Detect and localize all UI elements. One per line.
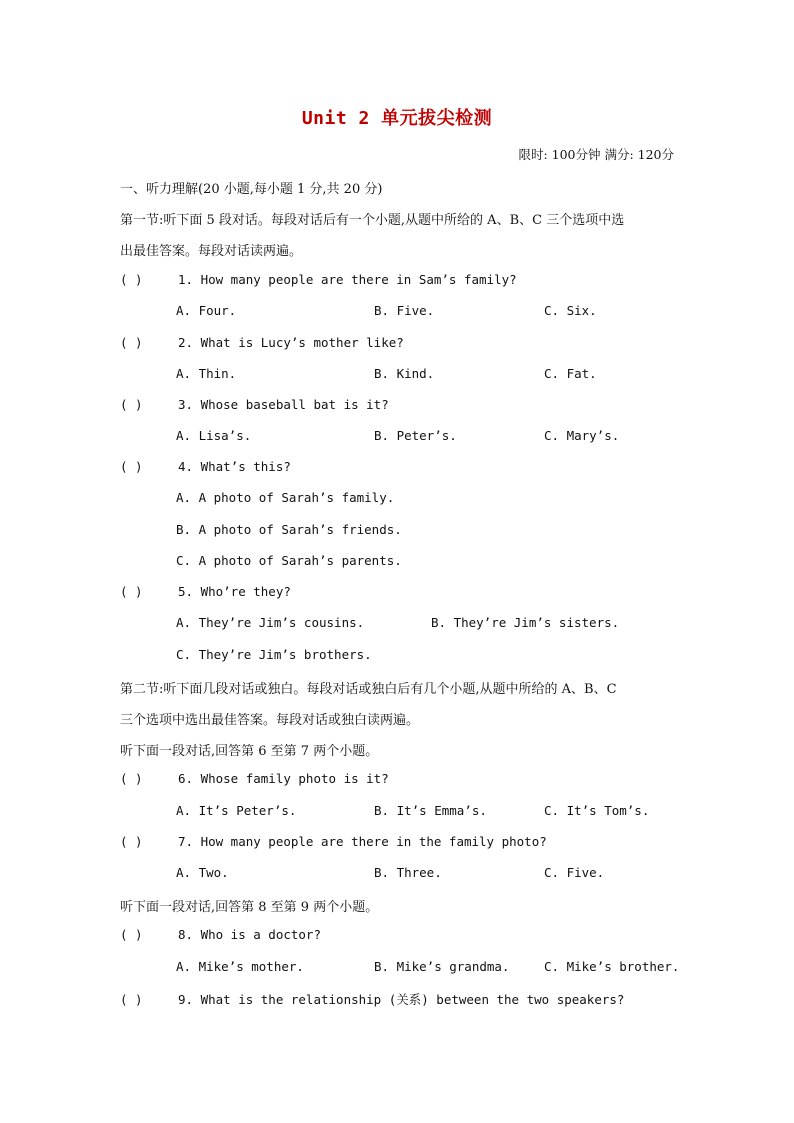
part1-instructions-line2: 出最佳答案。每段对话读两遍。: [120, 244, 303, 259]
answer-blank[interactable]: ( ): [120, 335, 143, 350]
question-text: 6. Whose family photo is it?: [178, 771, 389, 786]
question-7: [120, 834, 547, 849]
q4-option-c: C. A photo of Sarah’s parents.: [176, 553, 402, 568]
page-title: Unit 2 单元拔尖检测: [301, 108, 493, 129]
question-text: 7. How many people are there in the family photo?: [178, 834, 547, 849]
question-text: 1. How many people are there in Sam’s family?: [178, 272, 517, 287]
q2-option-c: C. Fat.: [544, 366, 597, 381]
answer-blank[interactable]: ( ): [120, 992, 143, 1007]
answer-blank[interactable]: ( ): [120, 584, 143, 599]
q1-option-c: C. Six.: [544, 303, 597, 318]
part2-instructions-line1: 第二节:听下面几段对话或独白。每段对话或独白后有几个小题,从题中所给的 A、B、C: [120, 682, 617, 697]
q7-option-a: A. Two.: [176, 865, 229, 880]
answer-blank[interactable]: ( ): [120, 459, 143, 474]
q3-option-b: B. Peter’s.: [374, 428, 457, 443]
part1-instructions-line1: 第一节:听下面 5 段对话。每段对话后有一个小题,从题中所给的 A、B、C 三个选项中选: [120, 213, 625, 228]
section-heading: 一、听力理解(20 小题,每小题 1 分,共 20 分): [120, 182, 383, 197]
q2-option-b: B. Kind.: [374, 366, 435, 381]
part2-instructions-line2: 三个选项中选出最佳答案。每段对话或独白读两遍。: [120, 713, 420, 728]
question-2: [120, 335, 404, 350]
dialog-instruction-8-9: 听下面一段对话,回答第 8 至第 9 两个小题。: [120, 900, 379, 915]
q2-option-a: A. Thin.: [176, 366, 237, 381]
q5-option-b: B. They’re Jim’s sisters.: [431, 615, 620, 630]
question-text: 3. Whose baseball bat is it?: [178, 397, 389, 412]
question-text: 4. What’s this?: [178, 459, 291, 474]
question-4: [120, 459, 291, 474]
q6-option-b: B. It’s Emma’s.: [374, 803, 487, 818]
answer-blank[interactable]: ( ): [120, 397, 143, 412]
q4-option-b: B. A photo of Sarah’s friends.: [176, 522, 402, 537]
q7-option-b: B. Three.: [374, 865, 442, 880]
question-8: [120, 927, 321, 942]
q6-option-a: A. It’s Peter’s.: [176, 803, 297, 818]
question-text: 5. Who’re they?: [178, 584, 291, 599]
question-text: 2. What is Lucy’s mother like?: [178, 335, 404, 350]
q4-option-a: A. A photo of Sarah’s family.: [176, 490, 395, 505]
q3-option-a: A. Lisa’s.: [176, 428, 252, 443]
question-6: [120, 771, 389, 786]
dialog-instruction-6-7: 听下面一段对话,回答第 6 至第 7 两个小题。: [120, 744, 379, 759]
answer-blank[interactable]: ( ): [120, 834, 143, 849]
q5-option-c: C. They’re Jim’s brothers.: [176, 647, 372, 662]
q1-option-b: B. Five.: [374, 303, 435, 318]
q7-option-c: C. Five.: [544, 865, 605, 880]
q3-option-c: C. Mary’s.: [544, 428, 620, 443]
q1-option-a: A. Four.: [176, 303, 237, 318]
answer-blank[interactable]: ( ): [120, 927, 143, 942]
question-3: [120, 397, 389, 412]
question-1: [120, 272, 517, 287]
q8-option-a: A. Mike’s mother.: [176, 959, 304, 974]
question-text: 8. Who is a doctor?: [178, 927, 321, 942]
answer-blank[interactable]: ( ): [120, 272, 143, 287]
question-5: [120, 584, 291, 599]
q8-option-b: B. Mike’s grandma.: [374, 959, 510, 974]
answer-blank[interactable]: ( ): [120, 771, 143, 786]
question-text: 9. What is the relationship (关系) between the two speakers?: [178, 992, 625, 1007]
q6-option-c: C. It’s Tom’s.: [544, 803, 650, 818]
q8-option-c: C. Mike’s brother.: [544, 959, 680, 974]
question-9: [120, 990, 624, 1008]
time-score-limit: 限时: 100分钟 满分: 120分: [518, 147, 674, 162]
q5-option-a: A. They’re Jim’s cousins.: [176, 615, 365, 630]
